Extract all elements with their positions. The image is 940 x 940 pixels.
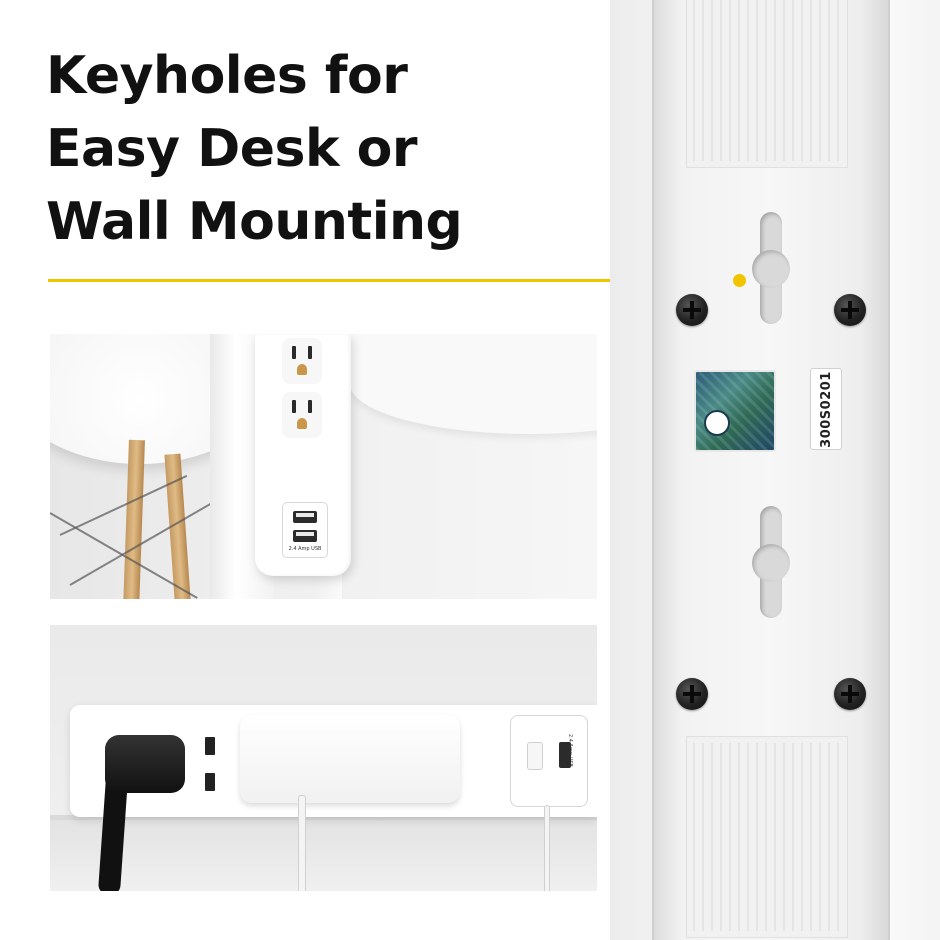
power-strip-back [652,0,890,940]
power-strip-back-photo [610,0,940,940]
fcc-fine-print [693,743,841,931]
screw-icon [834,294,866,326]
usb-cable [544,805,550,891]
ul-certification-icon [704,410,730,436]
screw-icon [676,678,708,710]
screw-icon [676,294,708,326]
table-top [350,334,597,434]
outlet-prong [308,346,312,359]
usb-panel [282,502,328,558]
outlet-prong [292,400,296,413]
keyhole-icon [752,506,790,618]
outlet-slot [205,773,215,791]
usb-caption: 2.4 Amp USB [567,734,573,767]
label-fine-print [693,0,841,161]
desk-surface [50,820,597,891]
outlet [282,338,322,384]
keyhole-opening [752,250,790,288]
usb-panel [510,715,588,807]
usb-port-icon [293,511,317,523]
keyhole-icon [752,212,790,324]
outlet [282,392,322,438]
usb-caption: 2.4 Amp USB [288,546,322,552]
chair-wire [70,499,218,586]
outlet-slot [205,737,215,755]
white-power-adapter [240,715,460,803]
outlet-prong [308,400,312,413]
regulatory-label-top [686,0,848,168]
black-plug [105,735,185,793]
ul-certification-sticker [694,370,776,452]
serial-tag [810,368,842,450]
headline [46,40,462,259]
headline-line-2: Easy Desk or [46,119,417,179]
keyhole-opening [752,544,790,582]
serial-number: 300S0201 [818,370,834,448]
wall-mount-photo [50,334,597,599]
headline-line-1: Keyholes for [46,46,408,106]
headline-line-3: Wall Mounting [46,192,463,252]
chair-leg [123,440,145,599]
usb-port-icon [293,530,317,542]
mounted-power-strip [255,334,351,576]
outlet-ground [297,418,307,429]
callout-dot [733,274,746,287]
usb-plug [527,742,543,770]
outlet-prong [292,346,296,359]
regulatory-label-bottom [686,736,848,938]
desk-mount-photo [50,625,597,891]
screw-icon [834,678,866,710]
outlet-ground [297,364,307,375]
white-cable [298,795,306,891]
